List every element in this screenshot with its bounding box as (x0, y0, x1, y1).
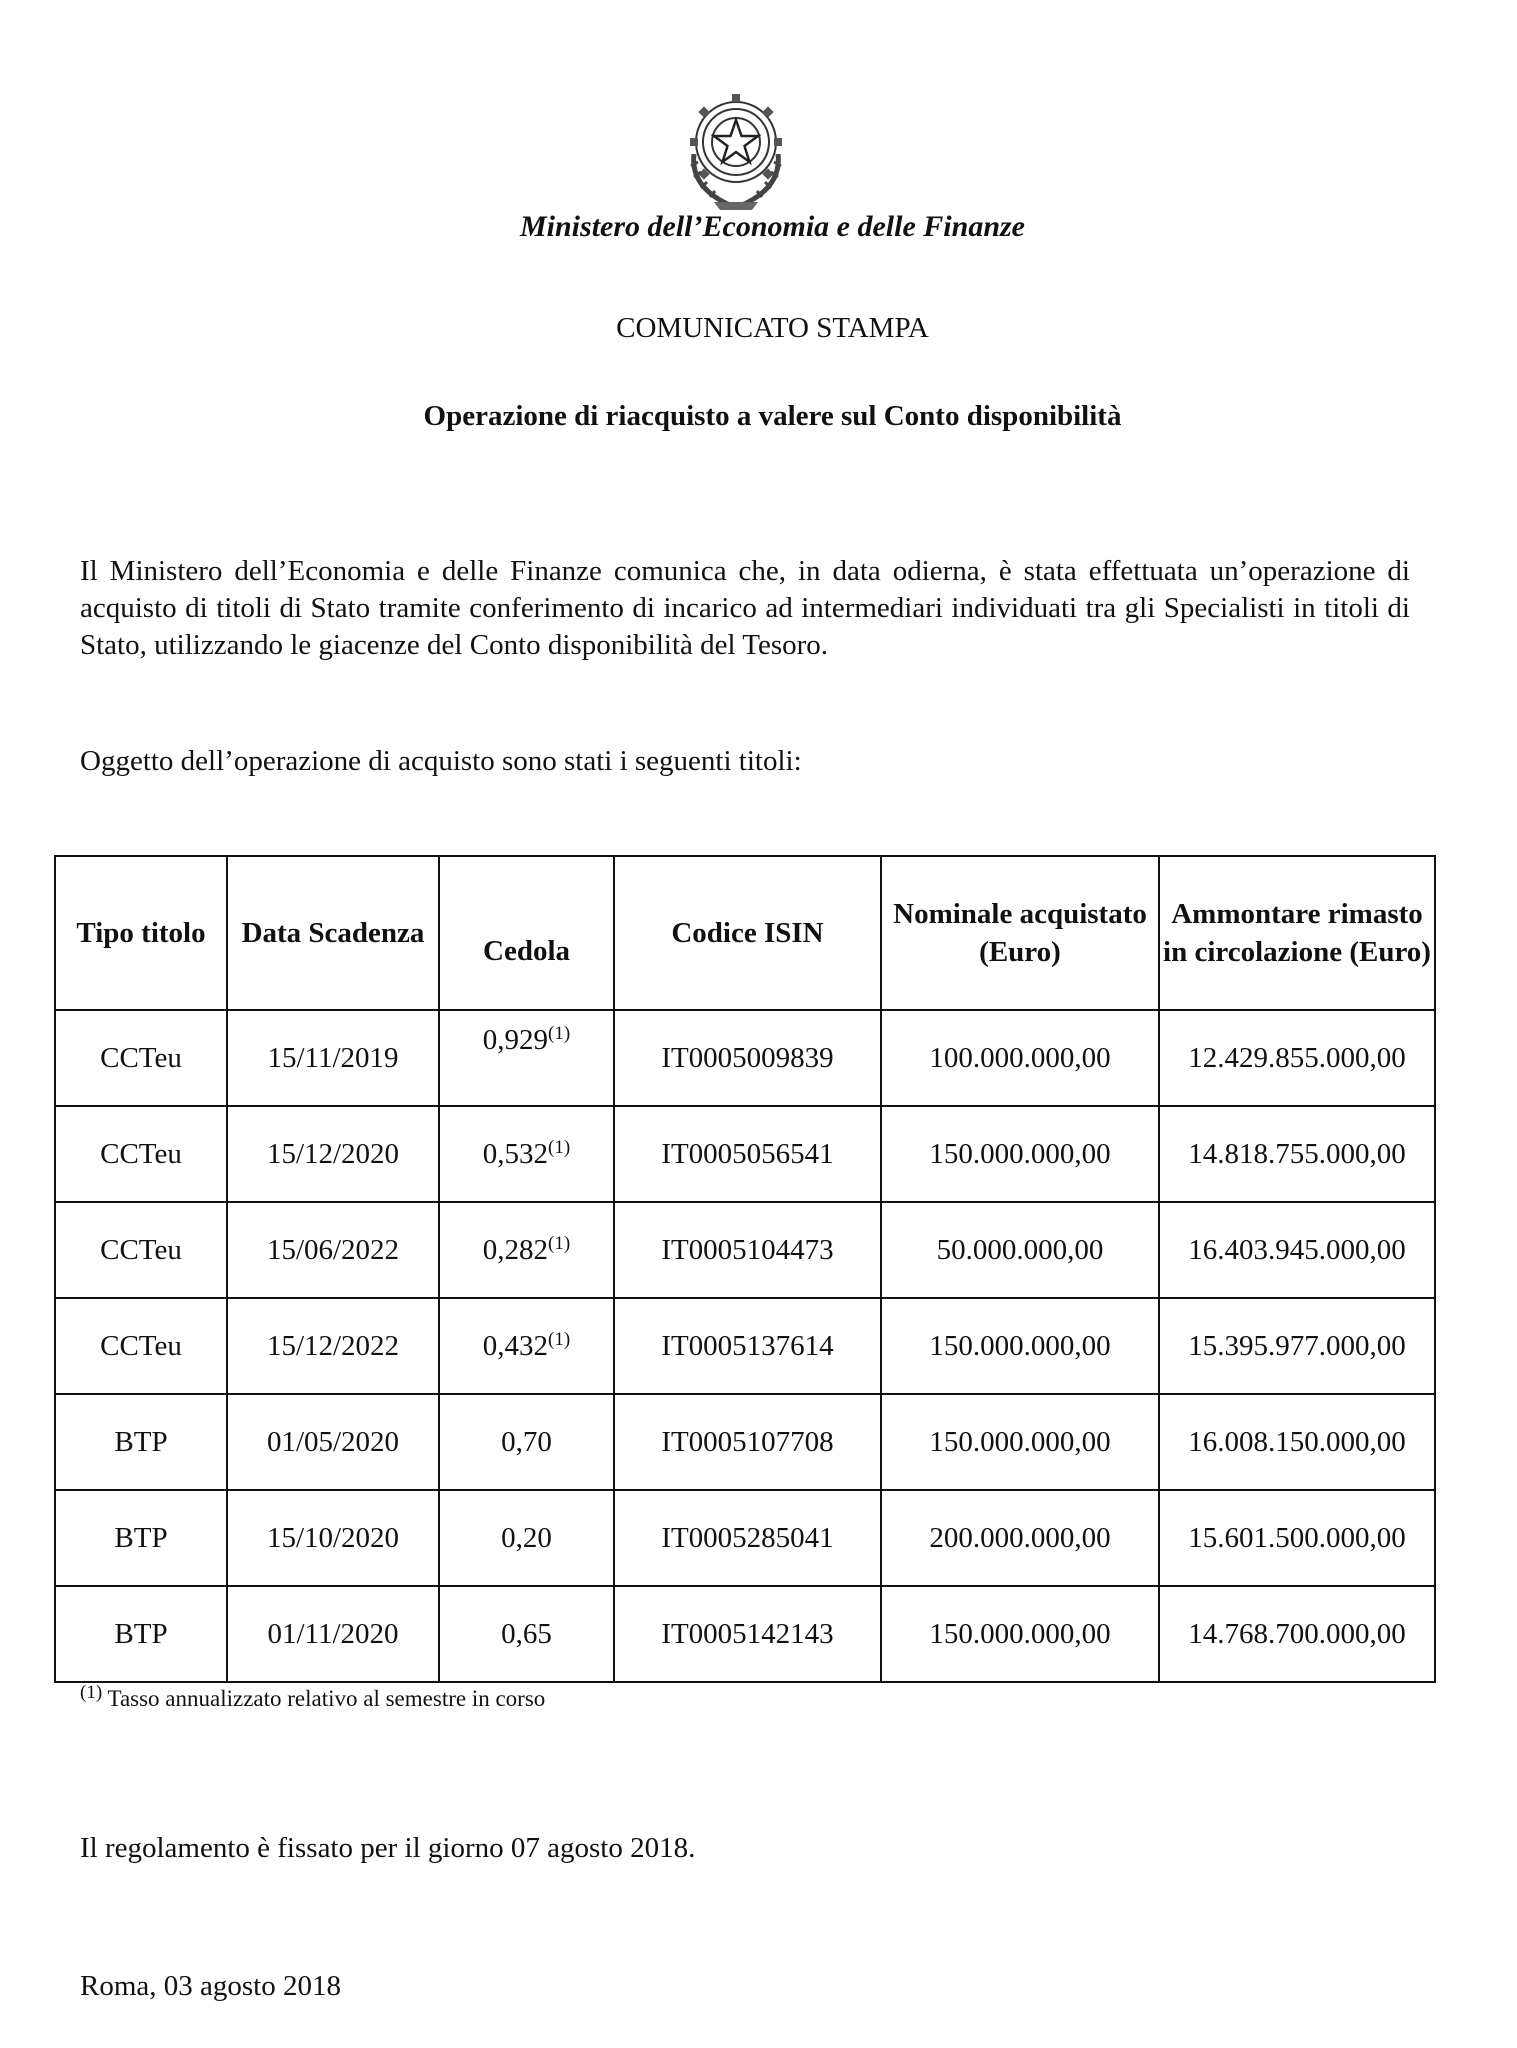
cell-nominale-value: 150.000.000,00 (929, 1617, 1111, 1650)
cell-cedola (439, 1298, 614, 1394)
cell-nominale (881, 1586, 1159, 1682)
cell-ammontare (1159, 1586, 1435, 1682)
cell-tipo-titolo-value: CCTeu (100, 1041, 182, 1074)
cell-codice-isin (614, 1010, 881, 1106)
cell-cedola (439, 1394, 614, 1490)
header-codice-isin (614, 856, 881, 1010)
cell-data-scadenza-value: 15/06/2022 (266, 1233, 400, 1266)
cell-data-scadenza (227, 1202, 439, 1298)
cell-codice-isin (614, 1298, 881, 1394)
cell-cedola (439, 1106, 614, 1202)
table-header-row (55, 856, 1435, 1010)
table-row (55, 1202, 1435, 1298)
cell-data-scadenza (227, 1298, 439, 1394)
press-release-title: Operazione di riacquisto a valere sul Conto disponibilità (423, 400, 1122, 432)
cell-codice-isin (614, 1106, 881, 1202)
ministry-name: Ministero dell’Economia e delle Finanze (519, 210, 1025, 243)
table-row (55, 1394, 1435, 1490)
cell-tipo-titolo (55, 1394, 227, 1490)
cell-ammontare (1159, 1298, 1435, 1394)
cell-tipo-titolo (55, 1586, 227, 1682)
cell-tipo-titolo-value: CCTeu (100, 1137, 182, 1170)
cell-nominale-value: 150.000.000,00 (929, 1137, 1111, 1170)
cell-data-scadenza-value: 15/12/2020 (266, 1137, 400, 1170)
cell-cedola-value: 0,282 (482, 1233, 549, 1266)
cell-tipo-titolo (55, 1202, 227, 1298)
header-label: Nominale acquistato (Euro) (893, 898, 1147, 968)
cell-tipo-titolo (55, 1490, 227, 1586)
table-row (55, 1010, 1435, 1106)
cell-tipo-titolo-value: BTP (114, 1521, 168, 1554)
cell-nominale (881, 1394, 1159, 1490)
cell-tipo-titolo-value: CCTeu (100, 1329, 182, 1362)
cell-data-scadenza-value: 15/12/2022 (266, 1329, 400, 1362)
cell-codice-isin (614, 1586, 881, 1682)
cell-nominale-value: 150.000.000,00 (929, 1425, 1111, 1458)
footnote-text: Tasso annualizzato relativo al semestre in corso (107, 1686, 546, 1711)
cell-nominale (881, 1490, 1159, 1586)
place-and-date: Roma, 03 agosto 2018 (80, 1970, 341, 2002)
header-label: Cedola (483, 935, 570, 967)
table-row (55, 1586, 1435, 1682)
cell-nominale-value: 150.000.000,00 (929, 1329, 1111, 1362)
cell-cedola-value: 0,70 (501, 1425, 552, 1458)
header-cedola (439, 856, 614, 1010)
cell-data-scadenza-value: 15/11/2019 (267, 1041, 399, 1074)
cell-codice-isin-value: IT0005107708 (661, 1425, 834, 1458)
header-label: Tipo titolo (76, 917, 206, 949)
cedola-footnote-marker: (1) (548, 1328, 571, 1350)
cell-codice-isin-value: IT0005056541 (661, 1137, 834, 1170)
footnote-marker: (1) (80, 1682, 103, 1703)
cell-nominale (881, 1298, 1159, 1394)
header-label: Data Scadenza (241, 917, 425, 949)
cell-codice-isin-value: IT0005104473 (661, 1233, 834, 1266)
cell-ammontare-value: 15.601.500.000,00 (1188, 1521, 1406, 1554)
cell-codice-isin-value: IT0005009839 (661, 1041, 834, 1074)
header-tipo-titolo (55, 856, 227, 1010)
header-label: Codice ISIN (671, 917, 824, 949)
cell-data-scadenza (227, 1106, 439, 1202)
cell-cedola (439, 1202, 614, 1298)
cell-ammontare (1159, 1202, 1435, 1298)
header-label: Ammontare rimasto in circolazione (Euro) (1163, 898, 1431, 968)
cell-cedola (439, 1490, 614, 1586)
cell-data-scadenza (227, 1394, 439, 1490)
cell-codice-isin-value: IT0005285041 (661, 1521, 834, 1554)
cell-tipo-titolo-value: CCTeu (100, 1233, 182, 1266)
cell-data-scadenza-value: 01/11/2020 (267, 1617, 399, 1650)
header-data-scadenza (227, 856, 439, 1010)
cell-nominale-value: 100.000.000,00 (929, 1041, 1111, 1074)
cell-data-scadenza-value: 01/05/2020 (266, 1425, 400, 1458)
table-row (55, 1490, 1435, 1586)
cell-ammontare (1159, 1490, 1435, 1586)
table-body (55, 1010, 1435, 1682)
table-intro: Oggetto dell’operazione di acquisto sono stati i seguenti titoli: (80, 745, 802, 777)
cell-ammontare (1159, 1106, 1435, 1202)
cell-cedola-value: 0,20 (501, 1521, 552, 1554)
cell-cedola-value: 0,929 (482, 1023, 549, 1056)
cell-codice-isin-value: IT0005142143 (661, 1617, 834, 1650)
cell-tipo-titolo (55, 1298, 227, 1394)
header-nominale (881, 856, 1159, 1010)
cell-ammontare-value: 16.008.150.000,00 (1188, 1425, 1406, 1458)
cell-nominale (881, 1106, 1159, 1202)
italian-republic-emblem (680, 84, 792, 214)
cell-data-scadenza (227, 1490, 439, 1586)
cell-codice-isin (614, 1490, 881, 1586)
cell-cedola-value: 0,65 (501, 1617, 552, 1650)
cell-codice-isin-value: IT0005137614 (661, 1329, 834, 1362)
cell-ammontare-value: 12.429.855.000,00 (1188, 1041, 1406, 1074)
cedola-footnote-marker: (1) (548, 1232, 571, 1254)
header-ammontare (1159, 856, 1435, 1010)
cell-tipo-titolo (55, 1106, 227, 1202)
cell-nominale (881, 1010, 1159, 1106)
cell-nominale (881, 1202, 1159, 1298)
cell-ammontare (1159, 1010, 1435, 1106)
settlement-date: Il regolamento è fissato per il giorno 07 agosto 2018. (80, 1832, 696, 1864)
cell-ammontare-value: 15.395.977.000,00 (1188, 1329, 1406, 1362)
cell-nominale-value: 200.000.000,00 (929, 1521, 1111, 1554)
cell-ammontare-value: 14.818.755.000,00 (1188, 1137, 1406, 1170)
cell-ammontare-value: 14.768.700.000,00 (1188, 1617, 1406, 1650)
cedola-footnote-marker: (1) (548, 1136, 571, 1158)
cell-tipo-titolo (55, 1010, 227, 1106)
securities-table (54, 855, 1436, 1683)
cell-cedola (439, 1010, 614, 1106)
intro-paragraph: Il Ministero dell’Economia e delle Finanze comunica che, in data odierna, è stata effettuata un’operazione di acquisto di titoli di Stato tramite conferimento di incarico ad intermediari individuati tra gli Specialisti in titoli di Stato, utilizzando le giacenze del Conto disponibilità del Tesoro. (80, 555, 1410, 661)
document-type: COMUNICATO STAMPA (616, 312, 929, 344)
cell-data-scadenza (227, 1010, 439, 1106)
cell-codice-isin (614, 1394, 881, 1490)
cell-cedola-value: 0,532 (482, 1137, 549, 1170)
table-row (55, 1106, 1435, 1202)
cell-cedola-value: 0,432 (482, 1329, 549, 1362)
cell-tipo-titolo-value: BTP (114, 1425, 168, 1458)
table-row (55, 1298, 1435, 1394)
cell-nominale-value: 50.000.000,00 (936, 1233, 1104, 1266)
cell-ammontare-value: 16.403.945.000,00 (1188, 1233, 1406, 1266)
cell-cedola (439, 1586, 614, 1682)
footnote (80, 1682, 546, 1712)
cell-data-scadenza (227, 1586, 439, 1682)
cell-tipo-titolo-value: BTP (114, 1617, 168, 1650)
cedola-footnote-marker: (1) (548, 1022, 571, 1044)
cell-codice-isin (614, 1202, 881, 1298)
cell-ammontare (1159, 1394, 1435, 1490)
cell-data-scadenza-value: 15/10/2020 (266, 1521, 400, 1554)
